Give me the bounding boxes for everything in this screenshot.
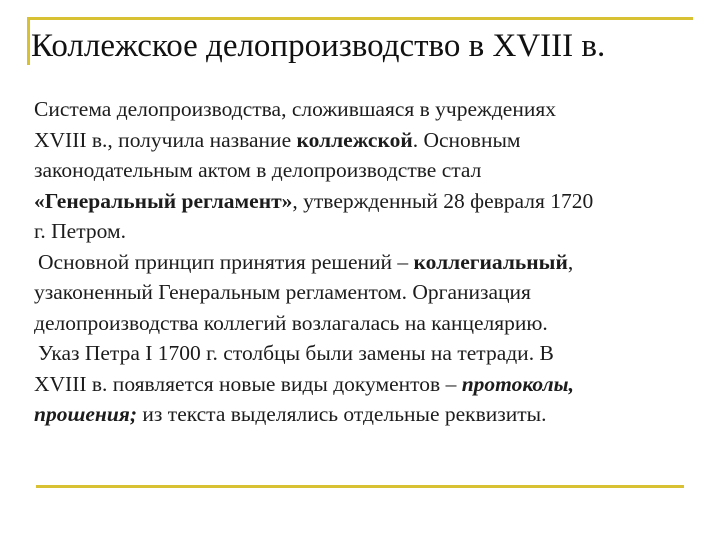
bold-italic-term: прошения; [34, 402, 138, 426]
text-line: . Основным [412, 127, 521, 152]
text-line: Указ Петра I 1700 г. столбцы были замены на тетради. В [38, 341, 554, 365]
text-line: узаконенный Генеральным регламентом. Организация [34, 280, 531, 304]
bold-italic-term: , [568, 371, 574, 396]
bold-term: » [281, 188, 293, 213]
title-left-rule [27, 17, 30, 65]
bold-term: Генеральный регламент [44, 188, 282, 213]
text-line: XVIII в. появляется новые виды документов – [34, 371, 462, 396]
text-line: , [567, 249, 574, 274]
text-line: XVIII в., получила название [34, 127, 297, 152]
text-line: Основной принцип принятия решений – [38, 249, 414, 274]
paragraph-college-system [34, 94, 714, 247]
bold-italic-term: протоколы [461, 371, 569, 396]
text-line: делопроизводства коллегий возлагалась на канцелярию. [34, 310, 548, 335]
bold-term: « [34, 188, 45, 213]
paragraph-collegial-principle [34, 247, 714, 339]
text-line: из текста выделялись отдельные реквизиты. [137, 402, 547, 426]
text-line: Система делопроизводства, сложившаяся в учреждениях [34, 97, 557, 121]
title-top-rule [27, 17, 693, 20]
slide-title: Коллежское делопроизводство в XVIII в. [31, 28, 606, 64]
text-line: , утвержденный 28 февраля 1720 [292, 188, 594, 213]
slide-body [34, 94, 714, 430]
paragraph-peter-decree [34, 338, 714, 430]
text-line: г. Петром. [34, 219, 126, 243]
bottom-rule [36, 485, 684, 488]
bold-term: коллегиальный [413, 249, 568, 274]
bold-term: коллежской [296, 127, 413, 152]
text-line: законодательным актом в делопроизводстве стал [34, 158, 482, 182]
